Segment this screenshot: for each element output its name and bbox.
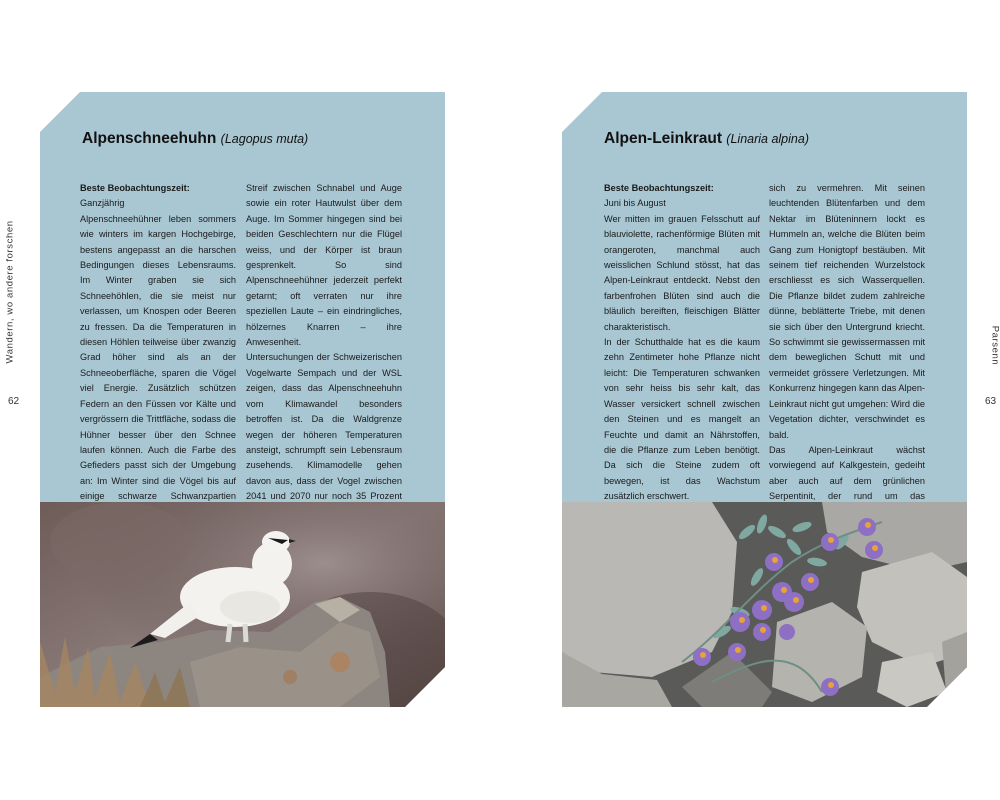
left-article-title [82,130,308,148]
left-title-latin: (Lagopus muta) [220,132,309,146]
running-head-left: Wandern, wo andere forschen [4,220,16,364]
left-col2-paragraph-1: Streif zwischen Schnabel und Auge sowie ein roter Hautwulst über dem Auge. Im Sommer hingegen sind bei beiden Geschlechtern nur die Flügel weiss, und der Körper ist braun gesprenkelt. So sind Alpenschneehühner jederzeit perfekt getarnt; oft verraten nur ihre speziellen Laute – ein eindringliches, hölzernes Knarren – ihre Anwesenheit. [246,183,402,348]
right-observation-value: Juni bis August [604,198,666,209]
page-number-left: 62 [8,396,20,407]
ptarmigan-photo [40,502,445,707]
right-article-column-1 [604,181,760,535]
left-article-column-1 [80,181,236,535]
left-article-column-2 [246,181,402,535]
right-article-title [604,130,809,148]
right-title-common: Alpen-Leinkraut [604,130,722,147]
right-title-latin: (Linaria alpina) [726,132,809,146]
right-article-column-2 [769,181,925,520]
left-col2-paragraph-2: Untersuchungen der Schweizerischen Vogelwarte Sempach und der WSL zeigen, dass das Alpenschneehuhn vom Klimawandel besonders betroffen ist. Da die Waldgrenze wegen der höheren Temperaturen ansteigt, schrumpft sein Lebensraum zusehends. Klimamodelle gehen davon aus, dass der Vogel zwischen 2041 und 2070 nur noch 35 Prozent [246,352,402,502]
left-col1-paragraph: Alpenschneehühner leben sommers wie winters im kargen Hochgebirge, bestens angepasst an die harschen Bedingungen dieses Lebensraums. Im Winter graben sie sich Schneehöhlen, die sie meist nur verlassen, um Knospen oder Beeren zu fressen. Da die Temperaturen in diesen Höhlen teilweise über zwanzig Grad höher sind als an der Schneeoberfläche, sparen die Vögel viel Energie. Zusätzlich schützen Federn an den Füssen vor Kälte und vergrössern die Trittfläche, sodass die Hühner besser über den Schnee laufen können. Auch die Farbe des Gefieders passt sich der Umgebung an: Im Winter sind die Vögel bis auf einige schwarze Schwanzpartien [80,213,236,502]
left-observation-value: Ganzjährig [80,198,125,209]
right-col2-paragraph-1: sich zu vermehren. Mit seinen leuchtenden Blütenfarben und dem Nektar im Blüteninnern lockt es Hummeln an, welche die Blüten beim Gang zum Honigtopf bestäuben. Mit seinem tief reichenden Wurzelstock erschliesst es sich Wasserquellen. Die Pflanze bildet zudem zahlreiche dünne, beblätterte Triebe, mit denen sie sich über den Untergrund kriecht. So schwimmt sie gewissermassen mit dem beweglichen Schutt mit und vermeidet grössere Verletzungen. Mit Konkurrenz hingegen kann das Alpen-Leinkraut nicht gut umgehen: Wird die Vegetation dichter, verschwindet es bald. [769,183,925,440]
left-title-common: Alpenschneehuhn [82,130,217,147]
left-observation-label: Beste Beobachtungszeit: [80,183,190,193]
alpine-toadflax-photo [562,502,967,707]
running-head-right: Parsenn [989,325,1000,366]
right-observation-label: Beste Beobachtungszeit: [604,183,714,193]
right-col1-paragraph-1: Wer mitten im grauen Felsschutt auf blauviolette, rachenförmige Blüten mit orangeroten, manchmal auch weisslichen Schlund stösst, hat das Alpen-Leinkraut entdeckt. Nebst den farbenfrohen Blüten sind auch die bläulich bereiften, fleischigen Blätter charakteristisch. [604,213,760,332]
right-col1-paragraph-2: In der Schutthalde hat es die kaum zehn Zentimeter hohe Pflanze nicht leicht: Die Temperaturen schwanken von sehr heiss bis sehr kalt, das Wasser versickert schnell zwischen den Steinen und es mangelt an Feuchte und damit an Nährstoffen, die die Pflanze zum Leben benötigt. Da sich die Steine zudem oft bewegen, ist das Wachstum zusätzlich erschwert. [604,337,760,502]
right-col2-paragraph-2: Das Alpen-Leinkraut wächst vorwiegend auf Kalkgestein, gedeiht aber auch auf dem grünlichen Serpentinit, der rund um das [769,444,925,502]
page-number-right: 63 [985,396,997,407]
